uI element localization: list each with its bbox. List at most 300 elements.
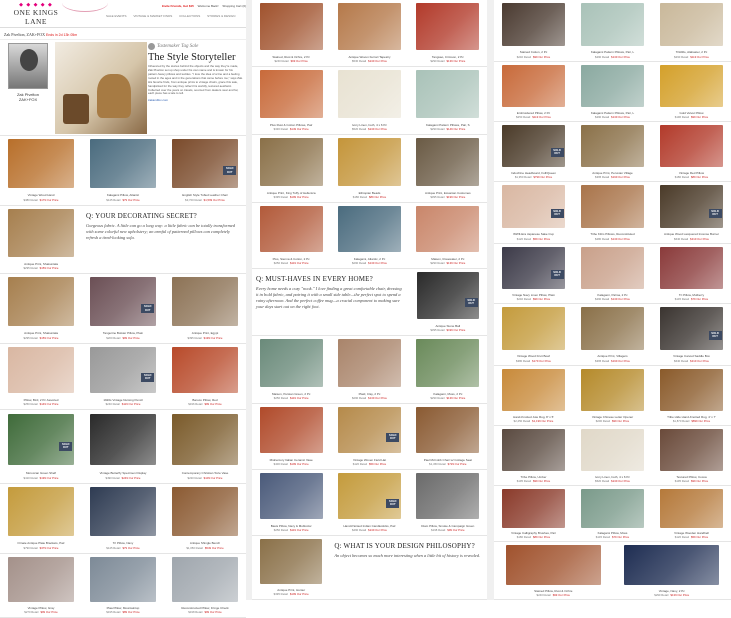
product-row: [494, 304, 731, 366]
product-tile[interactable]: [613, 542, 731, 599]
product-image[interactable]: [660, 489, 723, 528]
our-price: $99 Our Price: [204, 610, 221, 614]
our-price: $199 Our Price: [290, 592, 309, 596]
product-name[interactable]: Plus, Sienna & Cotton, 2 Pc: [252, 257, 330, 261]
product-name[interactable]: Gold Velvet Pillow: [652, 111, 731, 115]
product-name[interactable]: Vintage Wood Fruit Bowl: [494, 354, 573, 358]
product-image[interactable]: [417, 272, 480, 319]
product-name[interactable]: Kalagami, Palma, 2 Pc: [573, 293, 652, 297]
retail-price: $195 Retail: [675, 479, 689, 483]
product-name[interactable]: Kalagami, Moss, 2 Pc: [409, 392, 487, 396]
product-name[interactable]: Contemporary Christian Torte Vase: [164, 471, 246, 475]
retail-price: $120 Retail: [353, 462, 367, 466]
product-image[interactable]: [90, 487, 156, 536]
retail-price: $1,450 Retail: [429, 462, 445, 466]
product-tile[interactable]: [330, 470, 408, 535]
product-name[interactable]: Ornate Antique Plate Brackets, Pair: [0, 541, 82, 545]
product-image[interactable]: [338, 138, 401, 186]
product-name[interactable]: Pillow, Bird, 2 Pc Assorted: [0, 398, 82, 402]
product-name[interactable]: Indochine Headboard, Full/Queen: [494, 171, 573, 175]
product-image[interactable]: [660, 3, 723, 46]
product-tile[interactable]: [82, 274, 164, 343]
product-name[interactable]: Kalagami Pattern Pillows, Pair, S: [409, 123, 487, 127]
product-tile[interactable]: [0, 274, 82, 343]
product-image[interactable]: [660, 247, 723, 289]
product-tile[interactable]: [82, 344, 164, 409]
product-image[interactable]: [416, 473, 479, 519]
product-name[interactable]: Ethiopian Beads: [330, 191, 408, 195]
product-name[interactable]: Kalagami Pillow, Atlantic: [82, 193, 164, 197]
product-tile[interactable]: [0, 554, 82, 617]
product-image[interactable]: [8, 487, 74, 536]
product-price: [494, 237, 573, 241]
product-name[interactable]: Kalagami Pillow, Moss: [573, 531, 652, 535]
product-name[interactable]: Tribe Pillow, Umber: [494, 475, 573, 479]
product-name[interactable]: Antique Print, Shakuntala: [0, 331, 82, 335]
product-image[interactable]: [90, 347, 156, 393]
product-tile[interactable]: [164, 554, 246, 617]
product-name[interactable]: Trikilillo, Alabaster, 2 Pc: [652, 50, 731, 54]
product-tile[interactable]: [494, 122, 573, 181]
product-name[interactable]: Stained, Rust & Ochre, 2 Pc: [252, 55, 330, 59]
product-image[interactable]: [660, 429, 723, 471]
product-image[interactable]: [581, 65, 644, 107]
product-name[interactable]: Plaid, Clay, 2 Pc: [330, 392, 408, 396]
product-tile[interactable]: [164, 484, 246, 553]
product-image[interactable]: [172, 347, 238, 393]
product-image[interactable]: [172, 557, 238, 602]
product-image[interactable]: [416, 339, 479, 387]
retail-price: $145 Retail: [675, 297, 689, 301]
product-price: [573, 535, 652, 539]
product-image[interactable]: [90, 277, 156, 326]
product-image[interactable]: [338, 473, 401, 519]
product-image[interactable]: [8, 209, 74, 257]
product-tile[interactable]: [409, 203, 487, 268]
product-name[interactable]: Vintage Chinese Letter Opener: [573, 415, 652, 419]
product-row: [494, 486, 731, 542]
product-tile[interactable]: [409, 336, 487, 403]
product-tile[interactable]: [573, 62, 652, 121]
product-name[interactable]: Vintage Navy Linen Pillow, Plain: [494, 293, 573, 297]
product-name[interactable]: Vintage Wooden Handbell: [652, 531, 731, 535]
product-image[interactable]: [581, 3, 644, 46]
product-name[interactable]: Paul McCobb Chair w/ Cottage Seat: [409, 458, 487, 462]
product-image[interactable]: [260, 3, 323, 50]
product-tile[interactable]: [652, 122, 731, 181]
product-image[interactable]: [260, 138, 323, 186]
product-tile[interactable]: [82, 484, 164, 553]
product-tile[interactable]: [573, 366, 652, 425]
product-name[interactable]: Antique Print, Shakuntala: [0, 262, 82, 266]
product-price: [164, 610, 246, 614]
our-price: $199 Our Price: [611, 175, 630, 179]
product-tile[interactable]: [494, 542, 613, 599]
our-price: $179 Our Price: [40, 198, 59, 202]
logo-text: ONE KINGS LANE: [6, 8, 66, 26]
product-name[interactable]: Tribe Hide Hand-Knotted Rug, 4' x 7': [652, 415, 731, 419]
nav-sale-events[interactable]: SALE EVENTS: [106, 14, 127, 18]
product-name[interactable]: Antique Print, Ecuanian Costumes: [409, 191, 487, 195]
product-image[interactable]: [338, 3, 401, 50]
logo-ornament-icon: ◆ ◆ ◆ ◆ ◆: [6, 2, 66, 8]
product-tile[interactable]: [164, 274, 246, 343]
product-name[interactable]: Tri Pillow, Mulberry: [652, 293, 731, 297]
qa-answer: An object becomes so much more interesting when a little bit of history is revealed.: [334, 553, 481, 559]
product-image[interactable]: [502, 369, 565, 411]
sold-out-badge: SOLD OUT: [223, 166, 236, 175]
product-name[interactable]: Antique Stone Ball: [409, 324, 487, 328]
product-tile[interactable]: [82, 554, 164, 617]
product-tile[interactable]: [330, 67, 408, 134]
product-name[interactable]: Plaa Pillow, Mountaintop: [82, 606, 164, 610]
our-price: $99 Our Price: [122, 336, 139, 340]
product-price: [652, 55, 731, 59]
product-tile[interactable]: [652, 426, 731, 485]
product-price: [252, 462, 330, 466]
product-name[interactable]: Midcentury Italian Ceramic Vase: [252, 458, 330, 462]
product-tile[interactable]: [330, 336, 408, 403]
product-tile[interactable]: [409, 67, 487, 134]
product-image[interactable]: [8, 557, 74, 602]
product-image[interactable]: [260, 407, 323, 453]
product-image[interactable]: [502, 429, 565, 471]
product-name[interactable]: Antique Shingle Bench: [164, 541, 246, 545]
product-tile[interactable]: [252, 470, 330, 535]
product-name[interactable]: Antique Print, Peruvian Village: [573, 171, 652, 175]
product-name[interactable]: Maison, Persian Green, 2 Pc: [252, 392, 330, 396]
sold-out-badge: SOLD OUT: [59, 442, 72, 451]
product-row: [252, 336, 487, 404]
product-image[interactable]: [502, 125, 565, 167]
our-price: $249 Our Price: [368, 59, 387, 63]
product-name[interactable]: Basis Pillow, Navy & Multicolor: [252, 524, 330, 528]
retail-price: $198 Retail: [431, 528, 445, 532]
product-image[interactable]: [581, 185, 644, 228]
nav-vintage[interactable]: VINTAGE & MARKET FINDS: [133, 14, 172, 18]
product-image[interactable]: [338, 206, 401, 252]
welcome-link[interactable]: Welcome Back!: [198, 4, 219, 8]
product-image[interactable]: [660, 307, 723, 350]
nav-collections[interactable]: COLLECTIONS: [179, 14, 200, 18]
product-image[interactable]: [260, 206, 323, 252]
product-image[interactable]: [660, 369, 723, 411]
product-image[interactable]: [338, 70, 401, 118]
product-price: [409, 462, 487, 466]
product-name[interactable]: 1920s Vintage Nursing Pencil: [82, 398, 164, 402]
product-name[interactable]: Hand-Painted Indian Candlesticks, Pair: [330, 524, 408, 528]
product-tile[interactable]: [82, 136, 164, 205]
sold-out-badge: SOLD OUT: [709, 331, 722, 340]
product-name[interactable]: Plus Rust & Cotton Pillows, Pair: [252, 123, 330, 127]
product-price: [494, 419, 573, 423]
our-price: $1,199 Our Price: [532, 419, 553, 423]
product-tile[interactable]: [573, 0, 652, 61]
product-price: [573, 237, 652, 241]
product-row: [494, 0, 731, 62]
hero-chair: [63, 94, 89, 124]
product-image[interactable]: [338, 407, 401, 453]
product-image[interactable]: [502, 185, 565, 228]
product-image[interactable]: [260, 70, 323, 118]
product-tile[interactable]: [330, 135, 408, 202]
product-image[interactable]: [172, 139, 238, 188]
product-image[interactable]: [416, 206, 479, 252]
product-image[interactable]: [172, 277, 238, 326]
our-price: $79 Our Price: [122, 198, 139, 202]
product-tile[interactable]: [0, 344, 82, 409]
product-name[interactable]: Vintage Red Pillow: [652, 171, 731, 175]
our-price: $99 Our Price: [40, 610, 57, 614]
product-image[interactable]: [502, 65, 565, 107]
product-image[interactable]: [8, 139, 74, 188]
retail-price: $395 Retail: [430, 195, 444, 199]
product-image[interactable]: [260, 339, 323, 387]
product-image[interactable]: [416, 70, 479, 118]
product-tile[interactable]: [164, 344, 246, 409]
retail-price: $380 Retail: [24, 198, 38, 202]
product-image[interactable]: [660, 185, 723, 228]
invite-friends-link[interactable]: Invite Friends, Get $15: [162, 4, 194, 8]
product-tile[interactable]: [573, 244, 652, 303]
product-image[interactable]: [172, 414, 238, 466]
our-price: $99 Our Price: [533, 479, 550, 483]
product-name[interactable]: Antique Woven Ferrari Tapestry: [330, 55, 408, 59]
product-tile[interactable]: [409, 404, 487, 469]
product-price: [494, 479, 573, 483]
product-tile[interactable]: [252, 0, 330, 66]
product-image[interactable]: [8, 414, 74, 466]
nav-stories[interactable]: STORIES & DESIGN: [207, 14, 235, 18]
product-tile[interactable]: [573, 486, 652, 541]
product-tile[interactable]: [409, 269, 487, 335]
product-tile[interactable]: [494, 304, 573, 365]
product-name[interactable]: Kalagami, Atlantic, 2 Pc: [330, 257, 408, 261]
retail-price: $290 Retail: [352, 396, 366, 400]
product-image[interactable]: [260, 473, 323, 519]
product-name[interactable]: Tangerine Bolster Pillow, Plain: [82, 331, 164, 335]
our-price: $139 Our Price: [611, 115, 630, 119]
retail-price: $640 Retail: [674, 359, 688, 363]
product-tile[interactable]: [652, 0, 731, 61]
product-image[interactable]: [502, 307, 565, 350]
product-price: [652, 535, 731, 539]
product-tile[interactable]: [652, 62, 731, 121]
retail-price: $180 Retail: [353, 195, 367, 199]
retail-price: $290 Retail: [654, 593, 668, 597]
retail-price: $120 Retail: [517, 237, 531, 241]
product-tile[interactable]: [409, 470, 487, 535]
product-name[interactable]: Diam Pillow, Smoke & Campaign Green: [409, 524, 487, 528]
product-name[interactable]: Antique Wood Lacquered Incense Burner: [652, 232, 731, 236]
cart-link[interactable]: Shopping Cart (0): [222, 4, 246, 8]
product-tile[interactable]: [252, 67, 330, 134]
product-name[interactable]: Reconstructed Pillow, Fringe Check: [164, 606, 246, 610]
product-image[interactable]: [90, 139, 156, 188]
product-name[interactable]: English Style Tufted Leather Chair: [164, 193, 246, 197]
product-tile[interactable]: [573, 426, 652, 485]
product-tile[interactable]: [0, 410, 82, 483]
product-tile[interactable]: [252, 336, 330, 403]
product-price: [82, 336, 164, 340]
product-tile[interactable]: [330, 0, 408, 66]
product-name[interactable]: Ivory Linen, Ireth, 4 x 6 Pc: [573, 475, 652, 479]
product-tile[interactable]: [252, 404, 330, 469]
product-name[interactable]: WWII-Era Japanese Sake Cup: [494, 232, 573, 236]
designer-portrait: [8, 43, 48, 89]
product-tile[interactable]: [409, 0, 487, 66]
product-price: [494, 359, 573, 363]
product-name[interactable]: Antique Print, Egypt: [164, 331, 246, 335]
product-tile[interactable]: [573, 182, 652, 243]
product-name[interactable]: Tri Pillow, Navy: [82, 541, 164, 545]
product-name[interactable]: Antique Print, Hunter: [252, 588, 330, 592]
our-price: $199 Our Price: [290, 195, 309, 199]
retail-price: $295 Retail: [24, 336, 38, 340]
product-name[interactable]: Embroidered Pillow, 2 Pc: [494, 111, 573, 115]
qa-question: Q: YOUR DECORATING SECRET?: [86, 212, 240, 220]
product-image[interactable]: [502, 247, 565, 289]
product-tile[interactable]: [494, 62, 573, 121]
product-image[interactable]: [172, 487, 238, 536]
product-name[interactable]: Hand-Knotted Jute Rug, 8' x 5': [494, 415, 573, 419]
product-image[interactable]: [581, 369, 644, 411]
product-tile[interactable]: [494, 426, 573, 485]
product-name[interactable]: Stained Cotton, 2 Pc: [494, 50, 573, 54]
product-tile[interactable]: [494, 0, 573, 61]
qa-question: Q: MUST-HAVES IN EVERY HOME?: [256, 275, 403, 283]
retail-price: $198 Retail: [188, 610, 202, 614]
product-image[interactable]: [8, 277, 74, 326]
product-tile[interactable]: [652, 182, 731, 243]
retail-price: $520 Retail: [595, 479, 609, 483]
sold-out-badge: SOLD OUT: [551, 148, 564, 157]
product-image[interactable]: [338, 339, 401, 387]
product-price: [652, 419, 731, 423]
designer-site-link[interactable]: zakandfox.com: [148, 98, 243, 102]
product-tile[interactable]: [409, 135, 487, 202]
product-name[interactable]: Antique Print, King Tuffy of Hellenica: [252, 191, 330, 195]
product-tile[interactable]: [652, 366, 731, 425]
product-name[interactable]: Textured Pillow, Cocoa: [652, 475, 731, 479]
product-name[interactable]: Vintage Wood Hand: [0, 193, 82, 197]
product-tile[interactable]: [0, 136, 82, 205]
product-image[interactable]: [416, 3, 479, 50]
retail-price: $240 Retail: [274, 59, 288, 63]
retail-price: $250 Retail: [24, 402, 38, 406]
product-tile[interactable]: [573, 304, 652, 365]
product-name[interactable]: Vintage Woven Field Hat: [330, 458, 408, 462]
our-price: $159 Our Price: [40, 266, 59, 270]
our-price: $249 Our Price: [611, 479, 630, 483]
retail-price: $530 Retail: [352, 59, 366, 63]
product-name[interactable]: Antique Print, Villagers: [573, 354, 652, 358]
product-image[interactable]: [502, 3, 565, 46]
retail-price: $270 Retail: [24, 610, 38, 614]
product-name[interactable]: Vintage Carved Saddle Box: [652, 354, 731, 358]
product-name[interactable]: Moroccan Green Shelf: [0, 471, 82, 475]
product-tile[interactable]: [82, 410, 164, 483]
product-image[interactable]: [8, 347, 74, 393]
product-image[interactable]: [581, 489, 644, 528]
retail-price: $240 Retail: [517, 297, 531, 301]
product-tile[interactable]: [652, 304, 731, 365]
product-image[interactable]: [416, 138, 479, 186]
our-price: $319 Our Price: [690, 237, 709, 241]
product-tile[interactable]: [0, 206, 82, 273]
product-price: [573, 115, 652, 119]
product-name[interactable]: Vintage, Navy, 2 Pc: [613, 589, 731, 593]
product-tile[interactable]: [494, 486, 573, 541]
product-image[interactable]: [90, 414, 156, 466]
product-name[interactable]: Vintage Pillow, Gray: [0, 606, 82, 610]
product-tile[interactable]: [652, 486, 731, 541]
product-price: [652, 115, 731, 119]
tastemaker-badge: [148, 43, 243, 50]
product-tile[interactable]: [252, 203, 330, 268]
product-image[interactable]: [502, 489, 565, 528]
product-tile[interactable]: [330, 203, 408, 268]
product-image[interactable]: [660, 125, 723, 167]
retail-price: $290 Retail: [430, 127, 444, 131]
product-tile[interactable]: [252, 135, 330, 202]
product-tile[interactable]: [330, 404, 408, 469]
product-tile[interactable]: [252, 536, 330, 599]
product-price: [252, 396, 330, 400]
product-image[interactable]: [581, 307, 644, 350]
main-nav: [106, 14, 241, 18]
retail-price: $120 Retail: [675, 535, 689, 539]
product-name[interactable]: Vintage Butterfly Specimen Display: [82, 471, 164, 475]
our-price: $199 Our Price: [446, 195, 465, 199]
product-tile[interactable]: [494, 244, 573, 303]
our-price: $99 Our Price: [612, 419, 629, 423]
product-row: [494, 62, 731, 122]
product-image[interactable]: [581, 247, 644, 289]
product-name[interactable]: Tribe Kilim Pillows, Reconstituted: [573, 232, 652, 236]
product-name[interactable]: Baroco Pillow, Red: [164, 398, 246, 402]
product-tile[interactable]: [652, 244, 731, 303]
product-tile[interactable]: [164, 410, 246, 483]
product-image[interactable]: [581, 125, 644, 167]
product-name[interactable]: Stained Pillow, Rust & Ochre: [494, 589, 613, 593]
product-name[interactable]: Kalagami Pattern Pillows, Pair, L: [573, 111, 652, 115]
product-name[interactable]: Maison, Rosewater, 2 Pc: [409, 257, 487, 261]
product-tile[interactable]: [164, 136, 246, 205]
retail-price: $1,050 Retail: [186, 546, 202, 550]
product-image[interactable]: [624, 545, 719, 585]
product-tile[interactable]: [494, 182, 573, 243]
product-image[interactable]: [581, 429, 644, 471]
product-name[interactable]: Ivory Linen, Ireth, 4 x 6 Pc: [330, 123, 408, 127]
our-price: $199 Our Price: [40, 476, 59, 480]
product-name[interactable]: Kalagami Pattern Pillows, Pair, L: [573, 50, 652, 54]
our-price: $179 Our Price: [532, 359, 551, 363]
product-image[interactable]: [506, 545, 601, 585]
product-image[interactable]: [416, 407, 479, 453]
retail-price: $220 Retail: [188, 476, 202, 480]
product-tile[interactable]: [0, 484, 82, 553]
product-tile[interactable]: [494, 366, 573, 425]
product-row: [494, 426, 731, 486]
product-image[interactable]: [90, 557, 156, 602]
product-name[interactable]: Vintage Calligraphy Brushes, Pair: [494, 531, 573, 535]
product-tile[interactable]: [573, 122, 652, 181]
product-image[interactable]: [660, 65, 723, 107]
retail-price: $490 Retail: [106, 476, 120, 480]
product-name[interactable]: Tangsao, Crimson, 2 Pc: [409, 55, 487, 59]
product-image[interactable]: [260, 539, 323, 584]
